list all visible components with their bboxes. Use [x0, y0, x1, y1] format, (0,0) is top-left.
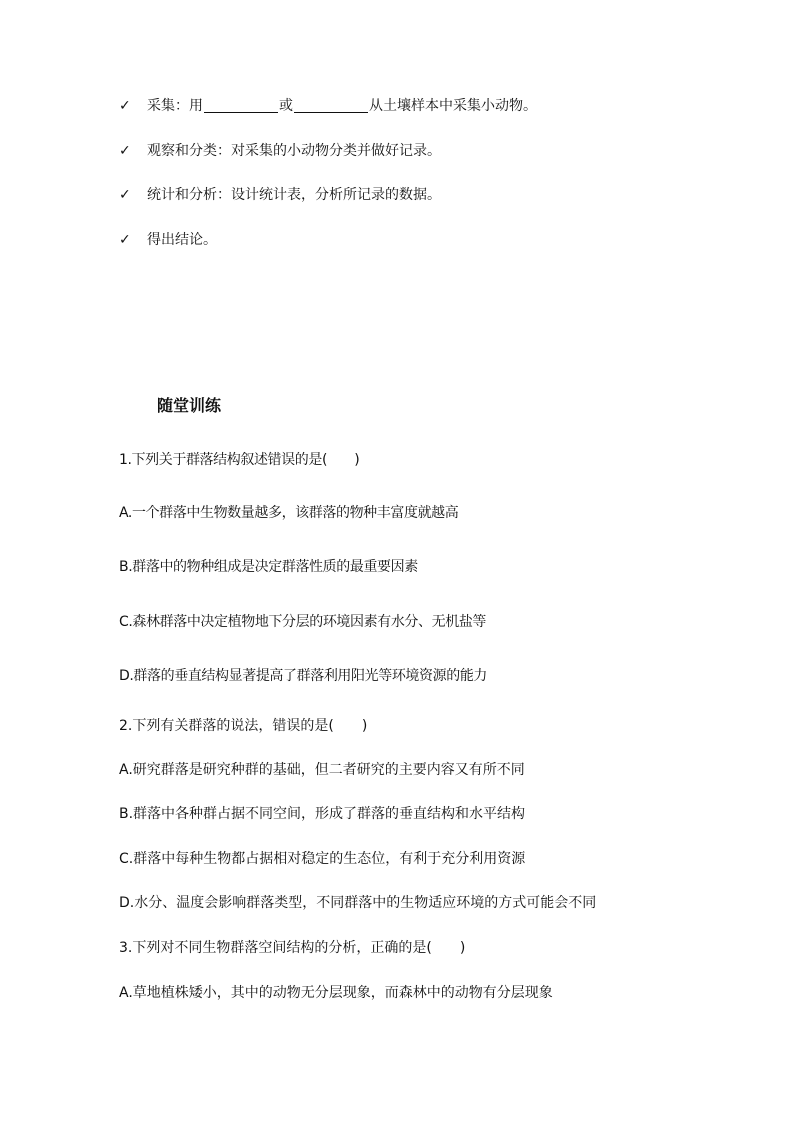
step-observe-text: 观察和分类：对采集的小动物分类并做好记录。	[147, 143, 441, 159]
question-option: C.森林群落中决定植物地下分层的环境因素有水分、无机盐等	[119, 614, 487, 630]
step-conclude	[119, 230, 217, 250]
step-stats	[119, 185, 441, 205]
section-title: 随堂训练	[157, 396, 222, 415]
question-option: B.群落中的物种组成是决定群落性质的最重要因素	[119, 559, 418, 575]
answer-blank[interactable]	[294, 98, 368, 113]
check-icon: ✓	[119, 98, 131, 114]
question-option: B.群落中各种群占据不同空间，形成了群落的垂直结构和水平结构	[119, 806, 526, 822]
question-stem: 1.下列关于群落结构叙述错误的是( )	[119, 452, 360, 468]
question-option: A.草地植株矮小，其中的动物无分层现象，而森林中的动物有分层现象	[119, 985, 553, 1001]
step-collect-connector: 或	[279, 98, 293, 114]
step-stats-text: 统计和分析：设计统计表，分析所记录的数据。	[147, 187, 441, 203]
check-icon: ✓	[119, 187, 131, 203]
question-option: C.群落中每种生物都占据相对稳定的生态位，有利于充分利用资源	[119, 851, 526, 867]
question-option: D.群落的垂直结构显著提高了群落利用阳光等环境资源的能力	[119, 668, 488, 684]
answer-blank[interactable]	[204, 98, 278, 113]
question-option: A.一个群落中生物数量越多，该群落的物种丰富度就越高	[119, 505, 459, 521]
step-collect	[119, 96, 537, 116]
step-collect-label: 采集：用	[147, 98, 203, 114]
question-stem: 3.下列对不同生物群落空间结构的分析，正确的是( )	[119, 940, 466, 956]
question-option: D.水分、温度会影响群落类型，不同群落中的生物适应环境的方式可能会不同	[119, 895, 597, 911]
step-observe	[119, 141, 441, 161]
step-collect-tail: 从土壤样本中采集小动物。	[369, 98, 537, 114]
question-option: A.研究群落是研究种群的基础，但二者研究的主要内容又有所不同	[119, 762, 525, 778]
step-conclude-text: 得出结论。	[147, 232, 217, 248]
check-icon: ✓	[119, 143, 131, 159]
question-stem: 2.下列有关群落的说法，错误的是( )	[119, 718, 368, 734]
check-icon: ✓	[119, 232, 131, 248]
